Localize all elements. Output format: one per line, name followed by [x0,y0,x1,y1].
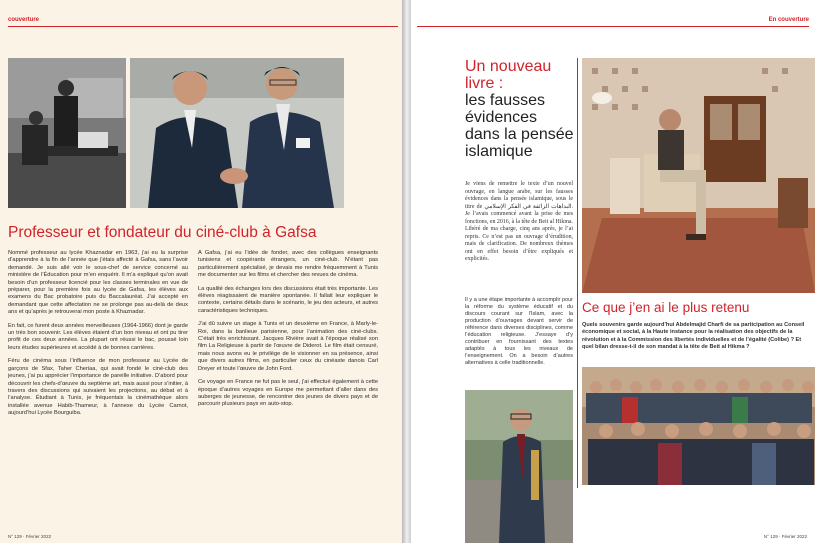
paragraph: Féru de cinéma sous l’influence de mon professeur au Lycée de garçons de Sfax, Taher Cheriaa, qui avait fondé le ciné-club des jeunes, j’ai pu apprécier l’importance de pareille initiative. D’abord pour découvrir les chefs-d’œuvre du septième art, mais aussi pour s’initier, à travers des discussions qui suivaient les projections, au débat et à l’analyse. Étudiant à Tunis, je fréquentais la cinémathèque alors installée avenue Habib-Thameur, à l’annexe du Lycée Carnot, aujourd’hui Lycée Bourguiba. [8,358,188,417]
box-text: Quels souvenirs garde aujourd’hui Abdelmajid Charfi de sa participation au Conseil économique et social, à la Haute instance pour la réalisation des objectifs de la révolution et à la Commission des libertés individuelles et de l’égalité (Colibe) ? Et quel bilan dresse-t-il de son mandat à la tête de Beit al Hikma ? [582,322,805,350]
column-right [198,250,378,415]
paragraph: Ce voyage en France ne fut pas le seul, j’ai effectué également à cette époque d’autres voyages en Europe me permettant d’aller dans des auberges de jeunesse, de rencontrer des jeunes de divers pays et de parcourir plusieurs pays en auto-stop. [198,379,378,408]
paragraph: La qualité des échanges lors des discussions était très importante. Les élèves réagissaient de manière spontanée. Il fallait leur expliquer le contexte, certains détails dans le scénario, le jeu des acteurs, et autres caractéristiques techniques. [198,285,378,314]
lead-paragraph: Je viens de remettre le texte d’un nouvel ouvrage, en langue arabe, sur les fausses évidences dans la pensée islamique, sous le titre de البداهات الزائفة في الفكر الإسلامي. Je l’avais commencé avant la prise de mes fonctions, en 2016, à la tête de Beit al Hikma. Libéré de ma charge, cinq ans après, je l’ai repris. Ce n’est pas un ouvrage d’érudition, mais de clarification. De nombreux thèmes ont en effet besoin d’être expliqués et explicités. [465,181,573,262]
body-paragraph: Il y a une étape importante à accomplir pour la réforme du système éducatif et du discours courant sur l’Islam, avec la production d’ouvrages devant servir de référence dans diverses disciplines, comme l’éducation religieuse. J’essaye d’y contribuer en fournissant des textes adaptés à tous les niveaux de l’enseignement. On a besoin d’autres alternatives à celle traditionnelle. [465,297,573,366]
photo-group [582,367,815,485]
title-red: Un nouveau livre : [465,58,552,92]
paragraph: A Gafsa, j’ai eu l’idée de fonder, avec des collègues enseignants tunisiens et coopérants étrangers, un ciné-club. N’étant pas particulièrement spécialisé, je devais me rendre fréquemment à Tunis me documenter sur les films et chercher des revues de cinéma. [198,250,378,279]
paragraph: Nommé professeur au lycée Khaznadar en 1963, j’ai eu la surprise d’apprendre à la fin de l’année que j’étais affecté à Gafsa, sans l’avoir demandé. Je suis allé voir le sous-chef de service concerné au ministère de l’Éducation pour m’en enquérir. Il m’a expliqué qu’on avait besoin d’un professeur licencié pour les classes terminales en vue de préparer, pour la première fois au lycée de Gafsa, les élèves aux examens du Bac probatoire puis du Baccalauréat. J’ai accepté en demandant que cette affectation ne se prolonge pas au-delà de deux ans et qu’après je retrouverai mon poste à Khaznadar. [8,250,188,316]
left-page [0,0,404,543]
column-left [8,250,188,424]
box-title: Ce que j’en ai le plus retenu [582,300,750,315]
section-tag: couverture [8,17,40,23]
section-tag: En couverture [768,17,809,23]
headline: Professeur et fondateur du ciné-club à Gafsa [8,224,317,241]
photo-office-bw [8,58,126,208]
title-black: les fausses évidences dans la pensée islamique [465,92,574,160]
folio: N° 129 · Février 2022 [8,534,52,539]
folio: N° 129 · Février 2022 [763,534,807,539]
header-rule [417,26,809,27]
header-rule [8,26,398,27]
article-title [465,58,575,160]
right-page [411,0,815,543]
photo-portrait-street [465,390,573,543]
column-divider [577,58,578,488]
photo-seated-room [582,58,815,293]
paragraph: En fait, ce furent deux années merveilleuses (1964-1966) dont je garde un très bon souvenir. Les élèves étaient d’un bon niveau et ont pu tirer profit de ces deux années. La plupart ont réussi le bac, poussé loin leurs études supérieures et accédé à de bonnes carrières. [8,322,188,351]
photo-handshake [130,58,344,208]
paragraph: J’ai dû suivre un stage à Tunis et un deuxième en France, à Marly-le-Roi, dans la banlieue parisienne, pour l’animation des ciné-clubs. C’était très enrichissant. Jacques Rivière avait à l’époque réalisé son film La Religieuse à partir de l’œuvre de Diderot. Le film était censuré, mais nous avons eu le privilège de le visionner en sa présence, ainsi que divers autres films, en particulier ceux du cinéaste danois Carl Dreyer et toute l’œuvre de John Ford. [198,321,378,372]
